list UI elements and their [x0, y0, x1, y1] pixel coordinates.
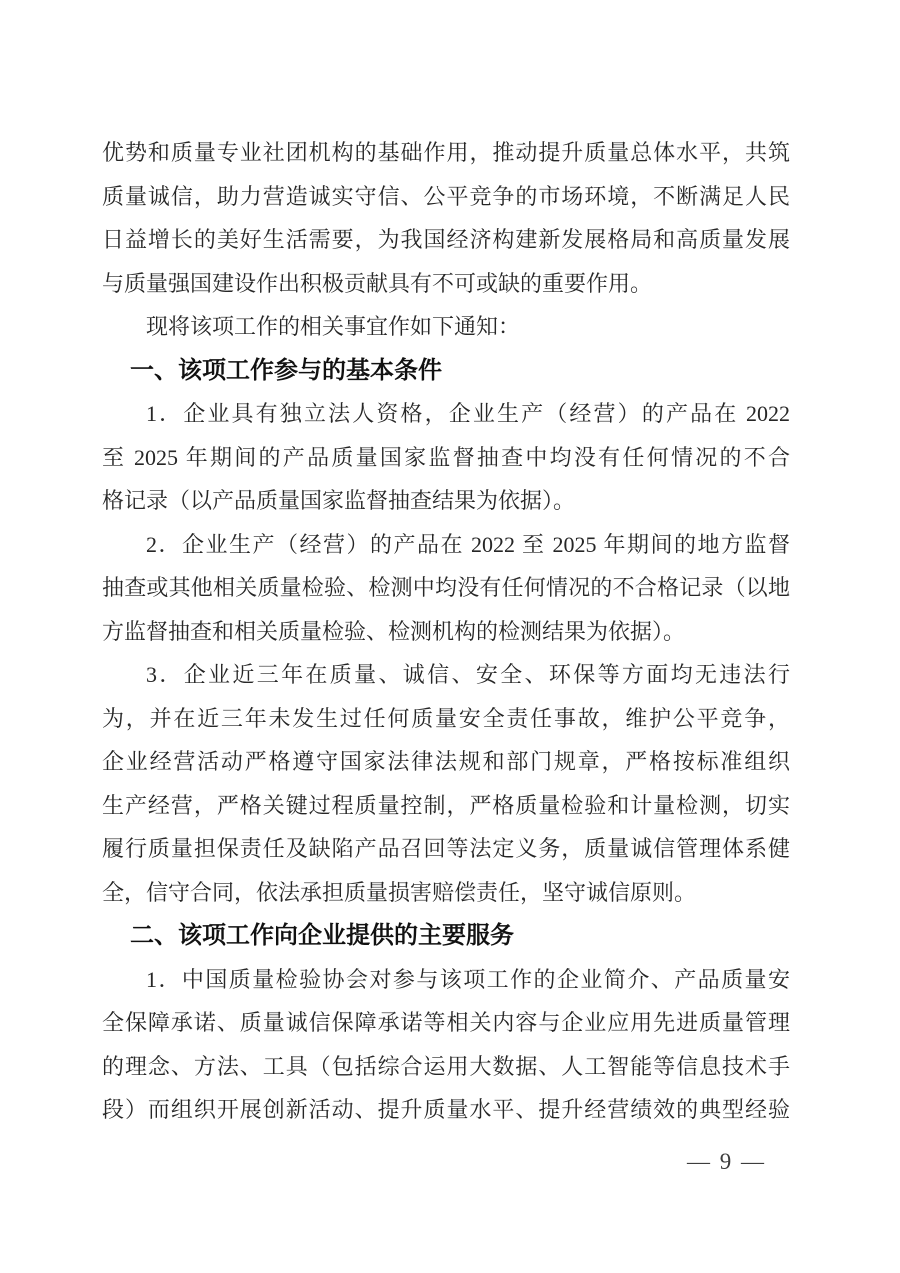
text-line: 全，信守合同，依法承担质量损害赔偿责任，坚守诚信原则。 — [102, 879, 697, 905]
text-line: 的理念、方法、工具（包括综合运用大数据、人工智能等信息技术手 — [102, 1053, 790, 1079]
section-heading-1: 一、该项工作参与的基本条件 — [130, 356, 442, 384]
text-line: 为，并在近三年未发生过任何质量安全责任事故，维护公平竞争， — [102, 705, 790, 731]
text-line: 全保障承诺、质量诚信保障承诺等相关内容与企业应用先进质量管理 — [102, 1010, 790, 1035]
page-number: — 9 — — [687, 1149, 766, 1174]
text-line: 日益增长的美好生活需要，为我国经济构建新发展格局和高质量发展 — [102, 227, 790, 252]
text-line: 质量诚信，助力营造诚实守信、公平竞争的市场环境，不断满足人民 — [102, 183, 790, 209]
text-line: 格记录（以产品质量国家监督抽查结果为依据）。 — [102, 488, 576, 513]
text-line: 生产经营，严格关键过程质量控制，严格质量检验和计量检测，切实 — [102, 792, 790, 818]
text-line: 至 2025 年期间的产品质量国家监督抽查中均没有任何情况的不合 — [102, 444, 790, 470]
text-line: 段）而组织开展创新活动、提升质量水平、提升经营绩效的典型经验 — [102, 1097, 790, 1122]
text-line: 履行质量担保责任及缺陷产品召回等法定义务，质量诚信管理体系健 — [102, 836, 790, 861]
section-heading-2: 二、该项工作向企业提供的主要服务 — [130, 922, 514, 949]
text-line: 抽查或其他相关质量检验、检测中均没有任何情况的不合格记录（以地 — [102, 575, 790, 600]
text-line: 方监督抽查和相关质量检验、检测机构的检测结果为依据）。 — [102, 618, 686, 644]
text-line: 3．企业近三年在质量、诚信、安全、环保等方面均无违法行 — [146, 662, 790, 687]
text-line: 优势和质量专业社团机构的基础作用，推动提升质量总体水平，共筑 — [102, 140, 790, 165]
text-line: 2．企业生产（经营）的产品在 2022 至 2025 年期间的地方监督 — [146, 531, 790, 557]
text-line: 现将该项工作的相关事宜作如下通知： — [146, 314, 521, 339]
text-line: 1．企业具有独立法人资格，企业生产（经营）的产品在 2022 — [146, 401, 790, 426]
text-line: 企业经营活动严格遵守国家法律法规和部门规章，严格按标准组织 — [102, 749, 790, 774]
text-line: 与质量强国建设作出积极贡献具有不可或缺的重要作用。 — [102, 270, 653, 296]
document-body — [102, 131, 790, 1132]
text-line: 1．中国质量检验协会对参与该项工作的企业简介、产品质量安 — [146, 966, 790, 992]
